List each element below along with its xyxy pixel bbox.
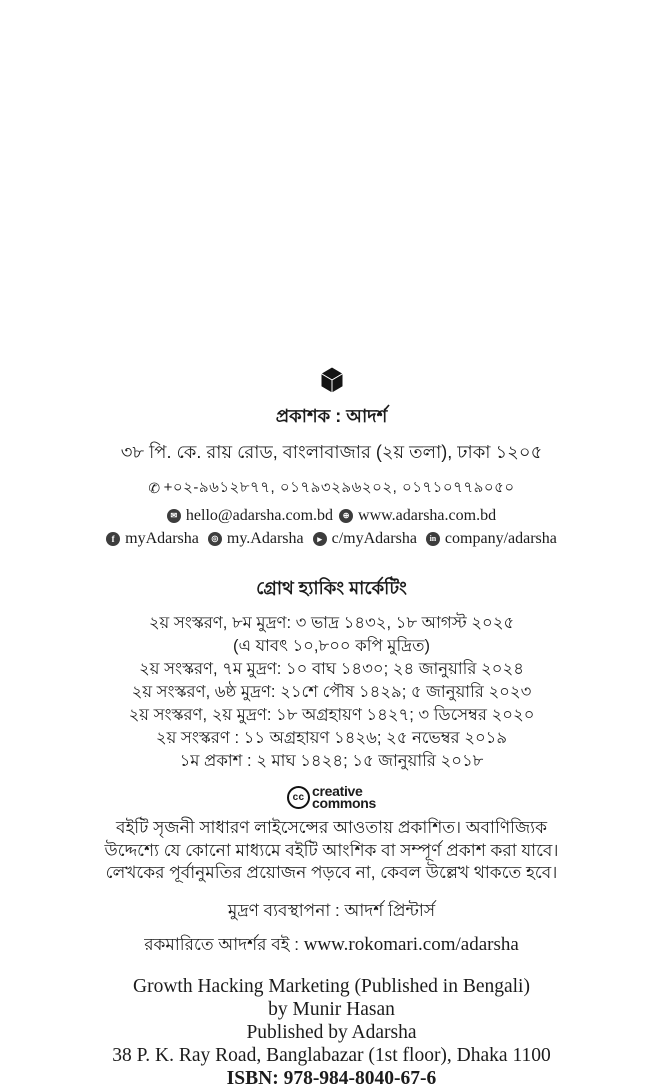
youtube-icon: ▸ bbox=[313, 532, 327, 546]
license-text: বইটি সৃজনী সাধারণ লাইসেন্সের আওতায় প্রকাশিত। অবাণিজ্যিক উদ্দেশ্যে যে কোনো মাধ্যমে বইটি আংশিক বা সম্পূর্ণ প্রকাশ করা যাবে। লেখকের পূর্বানুমতির প্রয়োজন পড়বে না, কেবল উল্লেখ থাকতে হবে। bbox=[104, 818, 559, 882]
edition-line: ২য় সংস্করণ, ৮ম মুদ্রণ: ৩ ভাদ্র ১৪৩২, ১৮ আগস্ট ২০২৫ bbox=[148, 614, 515, 632]
edition-line: ২য় সংস্করণ, ৬ষ্ঠ মুদ্রণ: ২১শে পৌষ ১৪২৯; ৫ জানুয়ারি ২০২৩ bbox=[131, 683, 532, 701]
email-text: hello@adarsha.com.bd bbox=[185, 507, 334, 524]
edition-line: ২য় সংস্করণ, ২য় মুদ্রণ: ১৮ অগ্রহায়ণ ১৪২৭; ৩ ডিসেম্বর ২০২০ bbox=[128, 706, 535, 724]
print-management-line: মুদ্রণ ব্যবস্থাপনা : আদর্শ প্রিন্টার্স bbox=[227, 900, 436, 920]
edition-line: ২য় সংস্করণ : ১১ অগ্রহায়ণ ১৪২৬; ২৫ নভেম্বর ২০১৯ bbox=[155, 729, 508, 747]
english-author: by Munir Hasan bbox=[268, 998, 395, 1020]
cc-word-commons: commons bbox=[311, 794, 377, 811]
email-pair bbox=[167, 507, 333, 525]
edition-history bbox=[129, 612, 535, 773]
contact-line bbox=[167, 507, 496, 525]
website-text: www.adarsha.com.bd bbox=[358, 507, 497, 524]
english-publisher: Published by Adarsha bbox=[246, 1021, 417, 1043]
phone-numbers: +০২-৯৬১২৮৭৭, ০১৭৯৩২৯৬২০২, ০১৭১০৭৭৯০৫০ bbox=[163, 479, 515, 496]
youtube-handle: c/myAdarsha bbox=[331, 530, 417, 547]
publisher-address: ৩৮ পি. কে. রায় রোড, বাংলাবাজার (২য় তলা), ঢাকা ১২০৫ bbox=[120, 442, 543, 462]
facebook-icon: f bbox=[106, 532, 120, 546]
instagram-handle: my.Adarsha bbox=[226, 530, 304, 547]
instagram-pair bbox=[208, 530, 304, 548]
english-title: Growth Hacking Marketing (Published in Bengali) bbox=[133, 975, 530, 997]
rokomari-label: রকমারিতে আদর্শর বই : bbox=[144, 934, 304, 954]
social-line bbox=[106, 530, 557, 548]
copies-printed-line: (এ যাবৎ ১০,৮০০ কপি মুদ্রিত) bbox=[232, 637, 431, 655]
adarsha-cube-logo-icon bbox=[319, 366, 345, 394]
book-title-bengali: গ্রোথ হ্যাকিং মার্কেটিং bbox=[256, 578, 407, 598]
linkedin-icon: in bbox=[426, 532, 440, 546]
facebook-handle: myAdarsha bbox=[125, 530, 199, 547]
publisher-heading: প্রকাশক : আদর্শ bbox=[275, 406, 388, 426]
english-imprint-block bbox=[112, 975, 550, 1090]
linkedin-handle: company/adarsha bbox=[444, 530, 557, 547]
isbn-line: ISBN: 978-984-8040-67-6 bbox=[226, 1067, 437, 1089]
instagram-icon: ◎ bbox=[208, 532, 222, 546]
youtube-pair bbox=[313, 530, 417, 548]
rokomari-url: www.rokomari.com/adarsha bbox=[303, 933, 519, 955]
phone-icon: ✆ bbox=[148, 480, 161, 496]
facebook-pair bbox=[106, 530, 199, 548]
first-publication-line: ১ম প্রকাশ : ২ মাঘ ১৪২৪; ১৫ জানুয়ারি ২০১৮ bbox=[179, 752, 484, 770]
cc-circle-icon: cc bbox=[287, 786, 310, 809]
publisher-phones bbox=[148, 476, 514, 501]
cc-wordmark bbox=[311, 783, 377, 811]
cc-word-creative: creative bbox=[311, 783, 363, 799]
english-address: 38 P. K. Ray Road, Banglabazar (1st floor), Dhaka 1100 bbox=[112, 1044, 551, 1066]
linkedin-pair bbox=[426, 530, 557, 548]
edition-line: ২য় সংস্করণ, ৭ম মুদ্রণ: ১০ বাঘ ১৪৩০; ২৪ জানুয়ারি ২০২৪ bbox=[139, 660, 524, 678]
globe-icon: ⊕ bbox=[339, 509, 353, 523]
email-icon: ✉ bbox=[167, 509, 181, 523]
creative-commons-logo bbox=[287, 783, 377, 811]
rokomari-line bbox=[144, 932, 519, 960]
website-pair bbox=[339, 507, 496, 525]
